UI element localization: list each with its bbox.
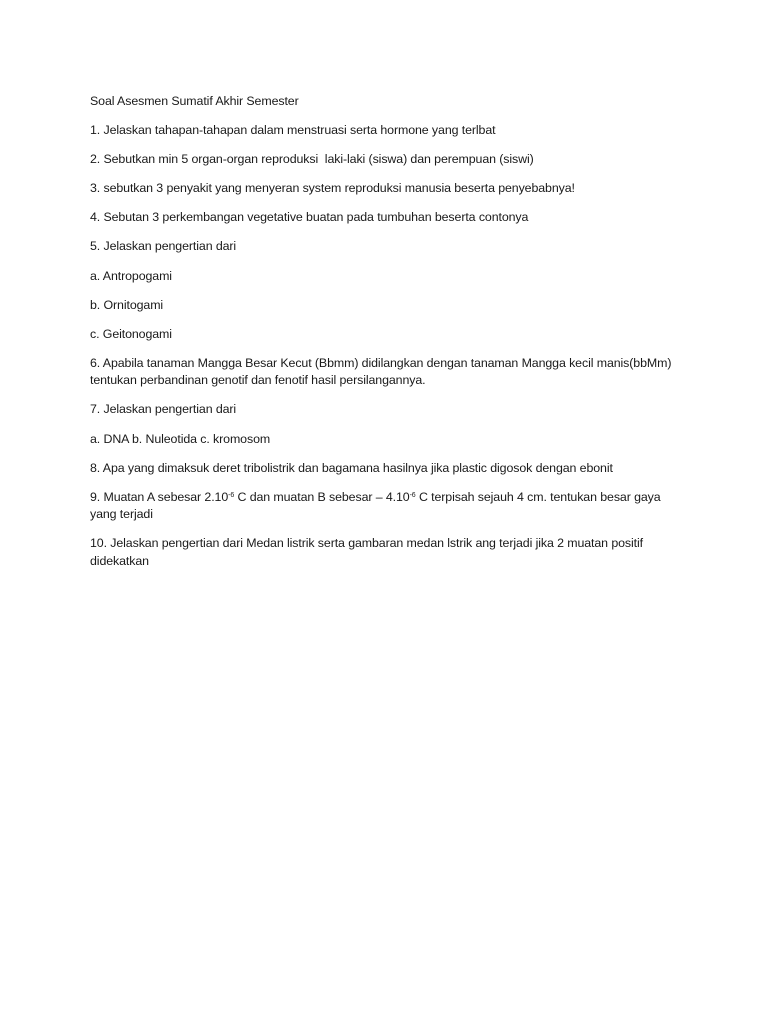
- question-9-part-3: C terpisah sejauh 4 cm. tentukan besar gaya yang terjadi: [90, 489, 664, 522]
- question-1: 1. Jelaskan tahapan-tahapan dalam menstruasi serta hormone yang terlbat: [90, 123, 496, 138]
- question-9: [90, 489, 690, 524]
- question-6: 6. Apabila tanaman Mangga Besar Kecut (Bbmm) didilangkan dengan tanaman Mangga kecil manis(bbMm) tentukan perbandinan genotif dan fenotif hasil persilangannya.: [90, 355, 675, 388]
- question-9-part-2: C dan muatan B sebesar – 4.10: [234, 489, 410, 504]
- question-9-exponent-2: -6: [409, 491, 416, 499]
- document-body: [90, 93, 690, 582]
- question-7-options: a. DNA b. Nuleotida c. kromosom: [90, 431, 271, 446]
- question-5-option-c: c. Geitonogami: [90, 326, 172, 341]
- question-10: 10. Jelaskan pengertian dari Medan listrik serta gambaran medan lstrik ang terjadi jika 2 muatan positif didekatkan: [90, 536, 647, 568]
- question-7: 7. Jelaskan pengertian dari: [90, 402, 237, 417]
- question-5: 5. Jelaskan pengertian dari: [90, 239, 237, 254]
- question-9-part-1: 9. Muatan A sebesar 2.10: [90, 489, 229, 504]
- question-3: 3. sebutkan 3 penyakit yang menyeran system reproduksi manusia beserta penyebabnya!: [90, 181, 575, 196]
- question-8: 8. Apa yang dimaksuk deret tribolistrik dan bagamana hasilnya jika plastic digosok dengan ebonit: [90, 460, 613, 475]
- document-title: Soal Asesmen Sumatif Akhir Semester: [90, 94, 299, 108]
- question-9-exponent-1: -6: [228, 491, 235, 499]
- question-2: 2. Sebutkan min 5 organ-organ reproduksi laki-laki (siswa) dan perempuan (siswi): [90, 152, 534, 167]
- question-5-option-a: a. Antropogami: [90, 268, 172, 283]
- question-5-option-b: b. Ornitogami: [90, 297, 164, 312]
- question-4: 4. Sebutan 3 perkembangan vegetative buatan pada tumbuhan beserta contonya: [90, 210, 529, 225]
